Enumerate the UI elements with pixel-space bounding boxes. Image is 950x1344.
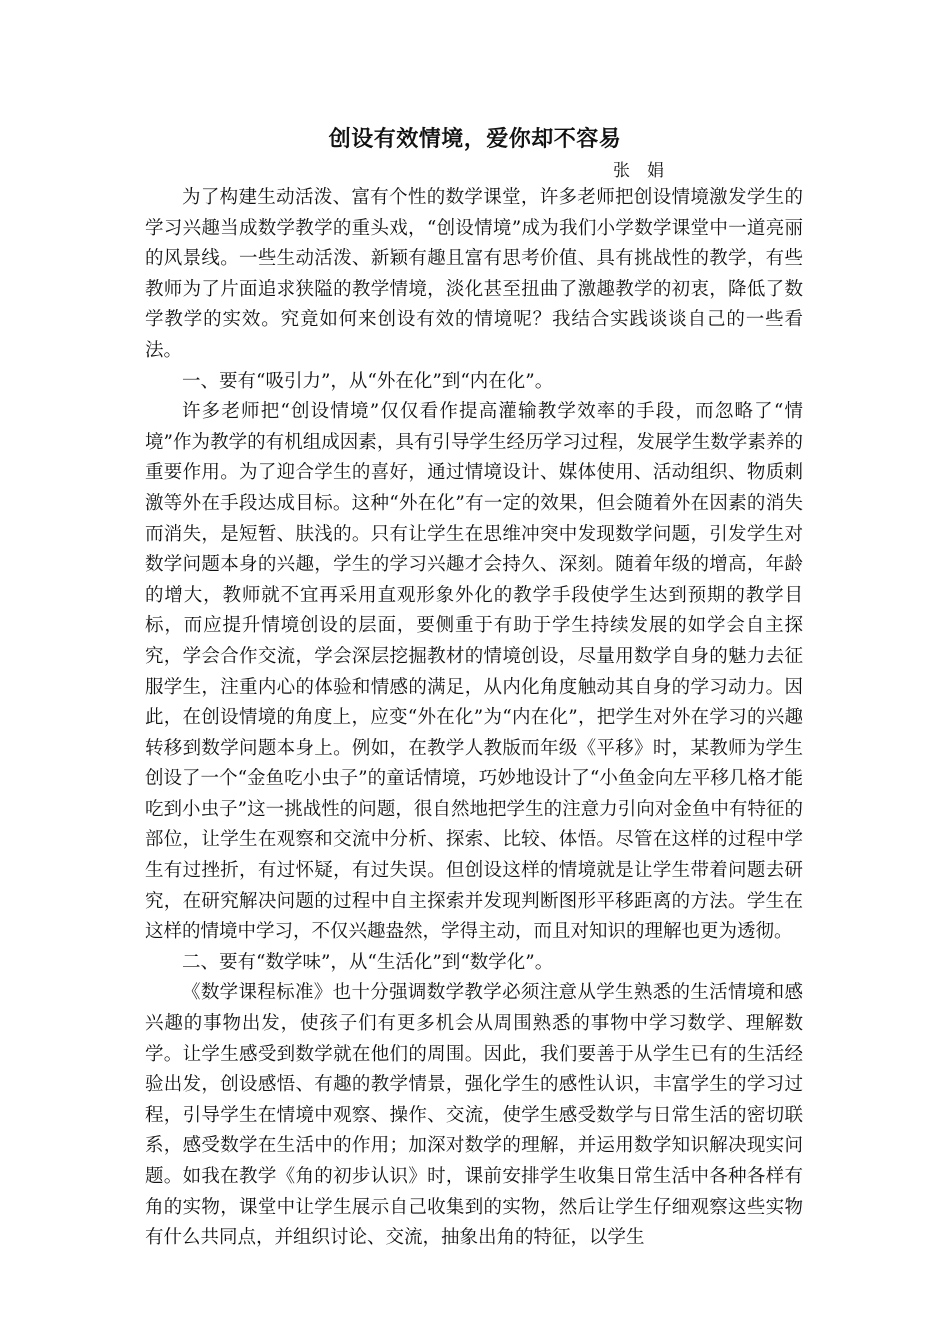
document-title: 创设有效情境，爱你却不容易 — [328, 127, 622, 152]
document-body — [145, 183, 803, 1254]
paragraph-section-1: 许多老师把“创设情境”仅仅看作提高灌输教学效率的手段，而忽略了“情境”作为教学的有机组成因素，具有引导学生经历学习过程，发展学生数学素养的重要作用。为了迎合学生的喜好，通过情境设计、媒体使用、活动组织、物质刺激等外在手段达成目标。这种“外在化”有一定的效果，但会随着外在因素的消失而消失，是短暂、肤浅的。只有让学生在思维冲突中发现数学问题，引发学生对数学问题本身的兴趣，学生的学习兴趣才会持久、深刻。随着年级的增高，年龄的增大，教师就不宜再采用直观形象外化的教学手段使学生达到预期的教学目标，而应提升情境创设的层面，要侧重于有助于学生持续发展的如学会自主探究，学会合作交流，学会深层挖掘教材的情境创设，尽量用数学自身的魅力去征服学生，注重内心的体验和情感的满足，从内化角度触动其自身的学习动力。因此，在创设情境的角度上，应变“外在化”为“内在化”，把学生对外在学习的兴趣转移到数学问题本身上。例如，在教学人教版而年级《平移》时，某教师为学生创设了一个“金鱼吃小虫子”的童话情境，巧妙地设计了“小鱼金向左平移几格才能吃到小虫子”这一挑战性的问题，很自然地把学生的注意力引向对金鱼中有特征的部位，让学生在观察和交流中分析、探索、比较、体悟。尽管在这样的过程中学生有过挫折，有过怀疑，有过失误。但创设这样的情境就是让学生带着问题去研究，在研究解决问题的过程中自主探索并发现判断图形平移距离的方法。学生在这样的情境中学习，不仅兴趣盎然，学得主动，而且对知识的理解也更为透彻。 — [145, 401, 803, 943]
section-heading-2: 二、要有“数学味”，从“生活化”到“数学化”。 — [182, 951, 554, 973]
author-name: 张 娟 — [613, 161, 664, 181]
paragraph-section-2: 《数学课程标准》也十分强调数学教学必须注意从学生熟悉的生活情境和感兴趣的事物出发，使孩子们有更多机会从周围熟悉的事物中学习数学、理解数学。让学生感受到数学就在他们的周围。因此，我们要善于从学生已有的生活经验出发，创设感悟、有趣的教学情景，强化学生的感性认识，丰富学生的学习过程，引导学生在情境中观察、操作、交流，使学生感受数学与日常生活的密切联系，感受数学在生活中的作用；加深对数学的理解，并运用数学知识解决现实问题。如我在教学《角的初步认识》时，课前安排学生收集日常生活中各种各样有角的实物，课堂中让学生展示自己收集到的实物，然后让学生仔细观察这些实物有什么共同点，并组织讨论、交流，抽象出角的特征，以学生 — [145, 982, 803, 1249]
paragraph-intro: 为了构建生动活泼、富有个性的数学课堂，许多老师把创设情境激发学生的学习兴趣当成数学教学的重头戏，“创设情境”成为我们小学数学课堂中一道亮丽的风景线。一些生动活泼、新颖有趣且富有思考价值、具有挑战性的教学，有些教师为了片面追求狭隘的教学情境，淡化甚至扭曲了激趣教学的初衷，降低了数学教学的实效。究竟如何来创设有效的情境呢？我结合实践谈谈自己的一些看法。 — [145, 187, 803, 361]
section-heading-1: 一、要有“吸引力”，从“外在化”到“内在化”。 — [182, 370, 554, 392]
